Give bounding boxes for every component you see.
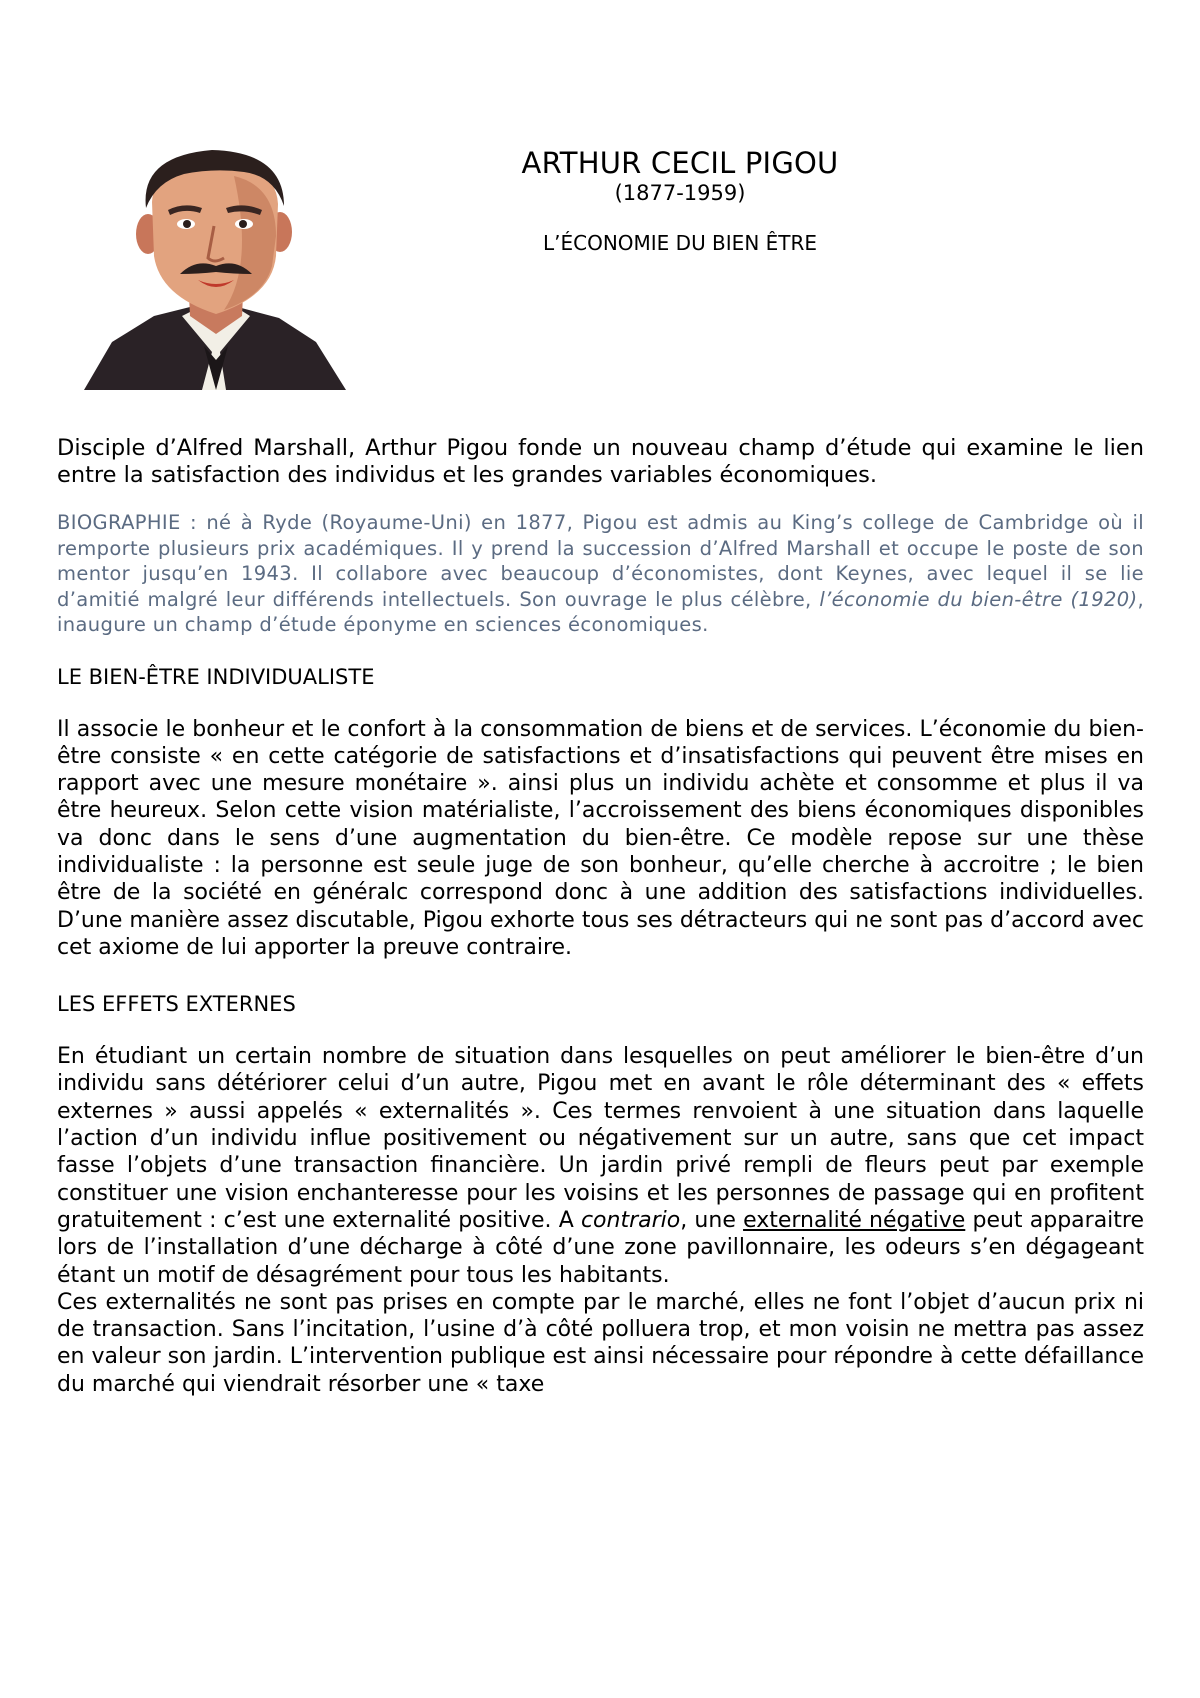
document-subtitle: L’ÉCONOMIE DU BIEN ÊTRE xyxy=(542,231,818,255)
section-paragraph-marche: Ces externalités ne sont pas prises en compte par le marché, elles ne font l’objet d’aucun prix ni de transaction. Sans l’incitation, l’usine d’à côté polluera trop, et mon voisin ne mettra pas assez en valeur son jardin. L’intervention publique est ainsi nécessaire pour répondre à cette défaillance du marché qui viendrait résorber une « taxe xyxy=(57,1289,1144,1397)
section-paragraph-bien-etre: Il associe le bonheur et le confort à la consommation de biens et de services. L’économie du bien-être consiste « en cette catégorie de satisfactions et d’insatisfactions qui peuvent être mises en rapport avec une mesure monétaire ». ainsi plus un individu achète et consomme et plus il va être heureux. Selon cette vision matérialiste, l’accroissement des biens économiques disponibles va donc dans le sens d’une augmentation du bien-être. Ce modèle repose sur une thèse individualiste : la personne est seule juge de son bonheur, qu’elle cherche à accroitre ; le bien être de la société en généralc correspond donc à une addition des satisfactions individuelles. D’une manière assez discutable, Pigou exhorte tous ses détracteurs qui ne sont pas d’accord avec cet axiome de lui apporter la preuve contraire. xyxy=(57,716,1144,960)
document-title: ARTHUR CECIL PIGOU xyxy=(521,146,839,180)
italic-term: contrario xyxy=(580,1207,681,1233)
paragraph-text: , une xyxy=(680,1207,744,1233)
underlined-term: externalité négative xyxy=(743,1207,966,1233)
section-title-effets-externes: LES EFFETS EXTERNES xyxy=(57,992,296,1017)
paragraph-text: En étudiant un certain nombre de situation dans lesquelles on peut améliorer le bien-être d’un individu sans détériorer celui d’un autre, Pigou met en avant le rôle déterminant des « effets externes » aussi appelés « externalités ». Ces termes renvoient à une situation dans laquelle l’action d’un individu influe positivement ou négativement sur un autre, sans que cet impact fasse l’objets d’une transaction financière. Un jardin privé rempli de fleurs peut par exemple constituer une vision enchanteresse pour les voisins et les personnes de passage qui en profitent gratuitement : c’est une externalité positive. A xyxy=(57,1044,1144,1233)
portrait-illustration xyxy=(84,146,346,390)
life-dates: (1877-1959) xyxy=(614,181,746,205)
biography-paragraph xyxy=(57,510,1144,638)
paragraph-text: peut apparaitre lors de l’installation d’une décharge à côté d’une zone pavillonnaire, les odeurs s’en dégageant étant un motif de désagrément pour tous les habitants. xyxy=(57,1207,1145,1288)
document-body xyxy=(57,435,1144,1398)
section-title-bien-etre: LE BIEN-ÊTRE INDIVIDUALISTE xyxy=(57,664,375,689)
intro-paragraph: Disciple d’Alfred Marshall, Arthur Pigou fonde un nouveau champ d’étude qui examine le lien entre la satisfaction des individus et les grandes variables économiques. xyxy=(57,435,1144,488)
biography-text-end: , inaugure un champ d’étude éponyme en sciences économiques. xyxy=(57,587,1144,636)
biography-text: BIOGRAPHIE : né à Ryde (Royaume-Uni) en 1877, Pigou est admis au King’s college de Cambridge où il remporte plusieurs prix académiques. Il y prend la succession d’Alfred Marshall et occupe le poste de son mentor jusqu’en 1943. Il collabore avec beaucoup d’économistes, dont Keynes, avec lequel il se lie d’amitié malgré leur différends intellectuels. Son ouvrage le plus célèbre, xyxy=(57,511,1144,611)
section-paragraph-externalites xyxy=(57,1043,1144,1289)
biography-book-title: l’économie du bien-être (1920) xyxy=(819,587,1138,611)
document-header xyxy=(470,146,890,256)
